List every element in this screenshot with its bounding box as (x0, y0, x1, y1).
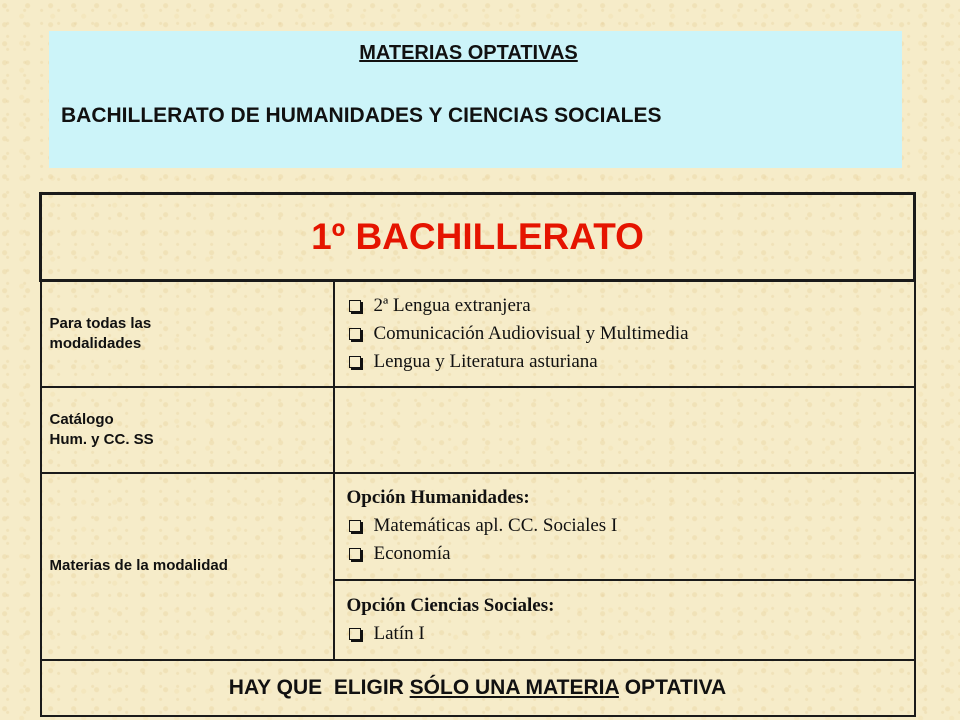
subject-label: Economía (373, 543, 451, 564)
option-humanidades (334, 473, 915, 580)
checkbox-square-icon (349, 300, 361, 312)
subject-label: Comunicación Audiovisual y Multimedia (373, 322, 689, 344)
footer-text: OPTATIVA (618, 675, 727, 699)
row-label-catalogo (41, 387, 334, 473)
row-items-catalogo-empty (334, 387, 915, 473)
list-item (347, 320, 914, 348)
list-item (347, 512, 914, 540)
row-label-modalidad: Materias de la modalidad (41, 473, 334, 660)
footer-text: HAY QUE ELIGIR (228, 675, 410, 699)
row-label-line: Catálogo (49, 410, 114, 428)
footer-note (41, 660, 915, 716)
list-item (347, 292, 914, 320)
footer-emphasis: SÓLO UNA MATERIA (409, 675, 619, 699)
row-label-line: Para todas las (49, 314, 152, 332)
table-title: 1º BACHILLERATO (41, 194, 915, 281)
subject-list (347, 620, 914, 648)
row-label-todas (41, 281, 334, 387)
header-subtitle: BACHILLERATO DE HUMANIDADES Y CIENCIAS SOCIALES (61, 104, 662, 127)
checkbox-square-icon (349, 520, 361, 532)
subject-label: Matemáticas apl. CC. Sociales I (373, 515, 618, 536)
list-item (347, 540, 914, 568)
header-title: MATERIAS OPTATIVAS (359, 42, 578, 64)
optativas-table (39, 192, 916, 717)
option-heading: Opción Ciencias Sociales: (346, 594, 555, 616)
list-item (347, 348, 914, 376)
subject-label: 2ª Lengua extranjera (373, 294, 531, 316)
header-banner (49, 31, 902, 168)
row-label-line: Hum. y CC. SS (49, 430, 154, 448)
subject-list (347, 292, 914, 376)
checkbox-square-icon (349, 328, 361, 340)
row-label-line: modalidades (49, 334, 142, 352)
subject-label: Lengua y Literatura asturiana (373, 350, 598, 372)
subject-list (347, 512, 914, 568)
checkbox-square-icon (349, 356, 361, 368)
list-item (347, 620, 914, 648)
option-heading: Opción Humanidades: (346, 487, 530, 508)
subject-label: Latín I (373, 622, 425, 644)
checkbox-square-icon (349, 628, 361, 640)
checkbox-square-icon (349, 548, 361, 560)
option-ciencias-sociales (334, 580, 915, 660)
row-items-todas (334, 281, 915, 387)
